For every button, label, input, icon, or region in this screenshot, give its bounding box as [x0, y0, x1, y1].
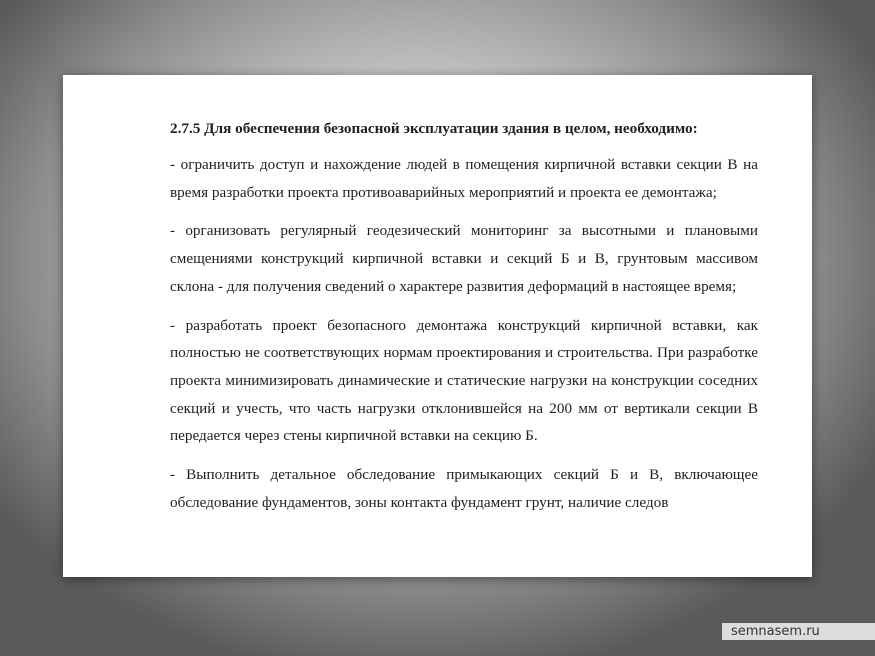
section-heading: 2.7.5 Для обеспечения безопасной эксплуатации здания в целом, необходимо:: [170, 120, 698, 137]
paragraph-restrict-access: - ограничить доступ и нахождение людей в помещения кирпичной вставки секции В на время разработки проекта противоаварийных мероприятий и проекта ее демонтажа;: [170, 156, 758, 201]
paragraph-detailed-inspection: - Выполнить детальное обследование примыкающих секций Б и В, включающее обследование фундаментов, зоны контакта фундамент грунт, наличие следов: [170, 466, 758, 511]
paragraph-dismantling-project: - разработать проект безопасного демонтажа конструкций кирпичной вставки, как полностью не соответствующих нормам проектирования и строительства. При разработке проекта минимизировать динамические и статические нагрузки на конструкции соседних секций и учесть, что часть нагрузки отклонившейся на 200 мм от вертикали секции В передается через стены кирпичной вставки на секцию Б.: [170, 316, 758, 445]
site-watermark: semnasem.ru: [722, 623, 875, 640]
paragraph-geodetic-monitoring: - организовать регулярный геодезический мониторинг за высотными и плановыми смещениями конструкций кирпичной вставки и секций Б и В, грунтовым массивом склона - для получения сведений о характере развития деформаций в настоящее время;: [170, 222, 758, 295]
document-content: [170, 117, 758, 527]
document-page: [63, 75, 812, 577]
